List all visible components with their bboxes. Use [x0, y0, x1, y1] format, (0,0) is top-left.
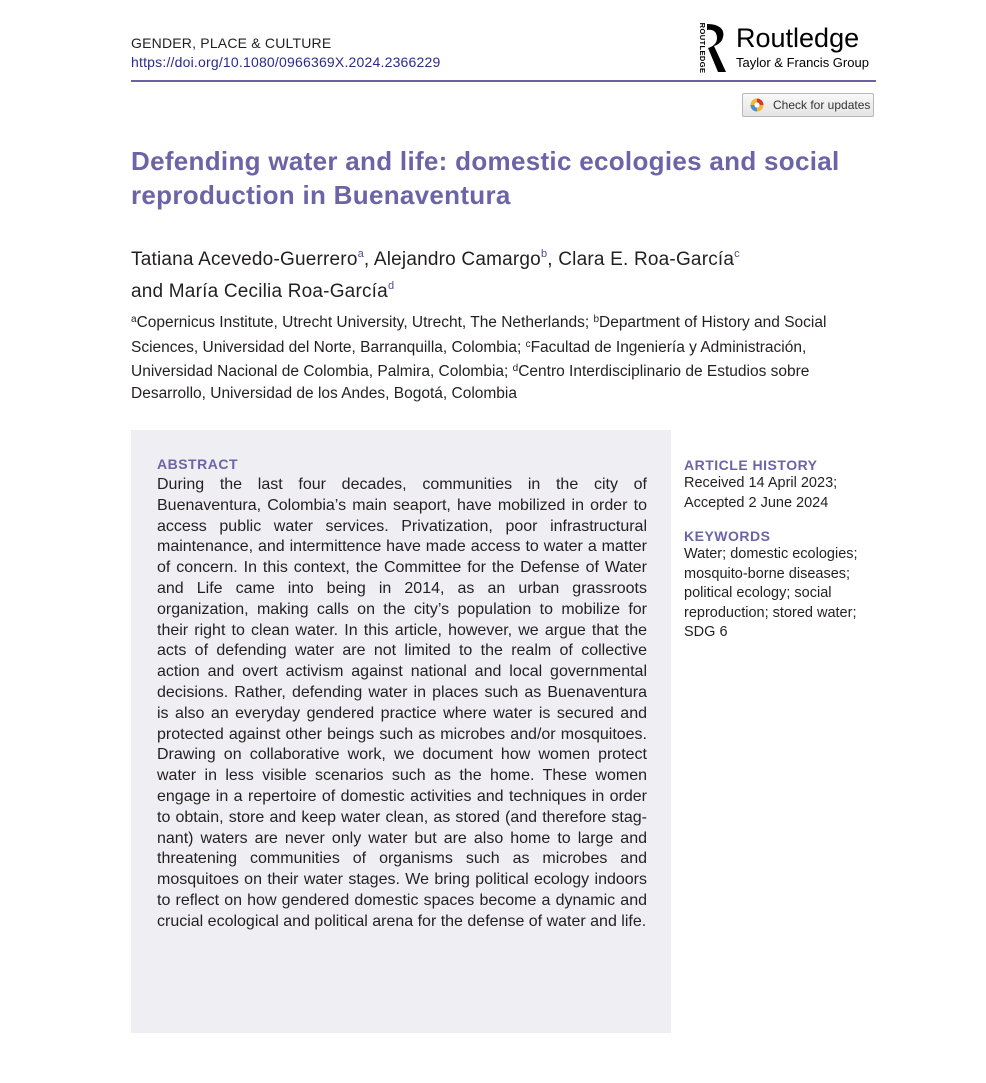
author-affil-mark: c [734, 248, 740, 260]
author-name[interactable]: Alejandro Camargo [373, 249, 541, 270]
routledge-logo-icon [690, 22, 728, 74]
received-date: Received 14 April 2023; [684, 475, 838, 491]
author-affil-mark: d [387, 280, 395, 292]
abstract-heading: ABSTRACT [157, 456, 238, 472]
author-affil-mark: a [357, 248, 364, 260]
affiliation: Department of History and Social Sciences, Universidad del Norte, Barranquilla, Colombia; [131, 314, 827, 356]
abstract-text: During the last four decades, communities in the city of Buenaventura, Colombia’s main seaport, have mobilized in order to access public water services. Privatization, poor infrastructural maintenance, and intermittence have made access to water a matter of concern. In this context, the Committee for the Defense of Water and Life came into being in 2014, as an urban grassroots organization, making calls on the city’s population to mobilize for their right to clean water. In this article, however, we argue that the acts of defending water are not limited to the realm of collective action and overt activism against national and local governmental decisions. Rather, defending water in places such as Buenaventura is also an everyday gendered practice where water is secured and protected against other beings such as microbes and/or mosquitoes. Drawing on collaborative work, we document how women protect water in less visible scenarios such as the home. These women engage in a repertoire of domestic activities and techniques in order to obtain, store and keep water clean, as stored (and therefore stagnant) waters are never only water but are also home to large and threatening communities of organisms such as microbes and mosquitoes on their water stages. We bring political ecology indoors to reflect on how gendered domestic spaces become a dynamic and crucial ecological and political arena for the defense of water and life. [157, 476, 647, 930]
header-divider [131, 80, 876, 82]
accepted-date: Accepted 2 June 2024 [684, 494, 829, 511]
journal-name: GENDER, PLACE & CULTURE [131, 35, 332, 51]
journal-header [131, 34, 440, 72]
check-for-updates-button[interactable] [742, 93, 874, 117]
article-history [684, 456, 884, 513]
abstract-box [131, 430, 671, 1033]
history-heading: ARTICLE HISTORY [684, 457, 818, 473]
affiliation: Copernicus Institute, Utrecht University, Utrecht, The Netherlands; [136, 314, 594, 331]
author-affil-mark: b [540, 248, 548, 260]
check-updates-label: Check for updates [773, 98, 871, 112]
publisher-logo[interactable] [690, 20, 890, 76]
affiliation: Centro Interdisciplinario de Estudios sobre Desarrollo, Universidad de los Andes, Bogotá, Colombia [131, 363, 810, 402]
author-name[interactable]: Clara E. Roa-García [558, 249, 735, 270]
doi-link[interactable]: https://doi.org/10.1080/0966369X.2024.2366229 [131, 54, 441, 70]
keywords [684, 527, 884, 643]
article-title: Defending water and life: domestic ecologies and social reproduction in Buenaventura [131, 146, 840, 210]
publisher-name: Routledge [736, 23, 860, 53]
keywords-list: Water; domestic ecologies; mosquito-borne diseases; political ecology; social reproduction; stored water; SDG 6 [684, 546, 858, 640]
publisher-group: Taylor & Francis Group [736, 55, 869, 70]
affiliation: Facultad de Ingeniería y Administración, Universidad Nacional de Colombia, Palmira, Colombia; [131, 338, 807, 380]
logo-side-text: ROUTLEDGE [698, 22, 707, 74]
author-list: Tatiana Acevedo-Guerrero$^a$, Alejandro Camargo$^b$, Clara E. Roa-García$^c$ and María Cecilia Roa-García$^d$ [131, 248, 740, 302]
affiliations: $^a$Copernicus Institute, Utrecht University, Utrecht, The Netherlands; $^b$Department of History and Social Sciences, Universidad del Norte, Barranquilla, Colombia; $^c$Facultad de Ingeniería y Administración, Universidad Nacional de Colombia, Palmira, Colombia; $^d$Centro Interdisciplinario de Estudios sobre Desarrollo, Universidad de los Andes, Bogotá, Colombia [131, 314, 827, 402]
keywords-heading: KEYWORDS [684, 528, 771, 544]
author-name[interactable]: and María Cecilia Roa-García [131, 281, 388, 302]
author-name[interactable]: Tatiana Acevedo-Guerrero [131, 249, 358, 270]
check-updates-icon [750, 98, 764, 112]
